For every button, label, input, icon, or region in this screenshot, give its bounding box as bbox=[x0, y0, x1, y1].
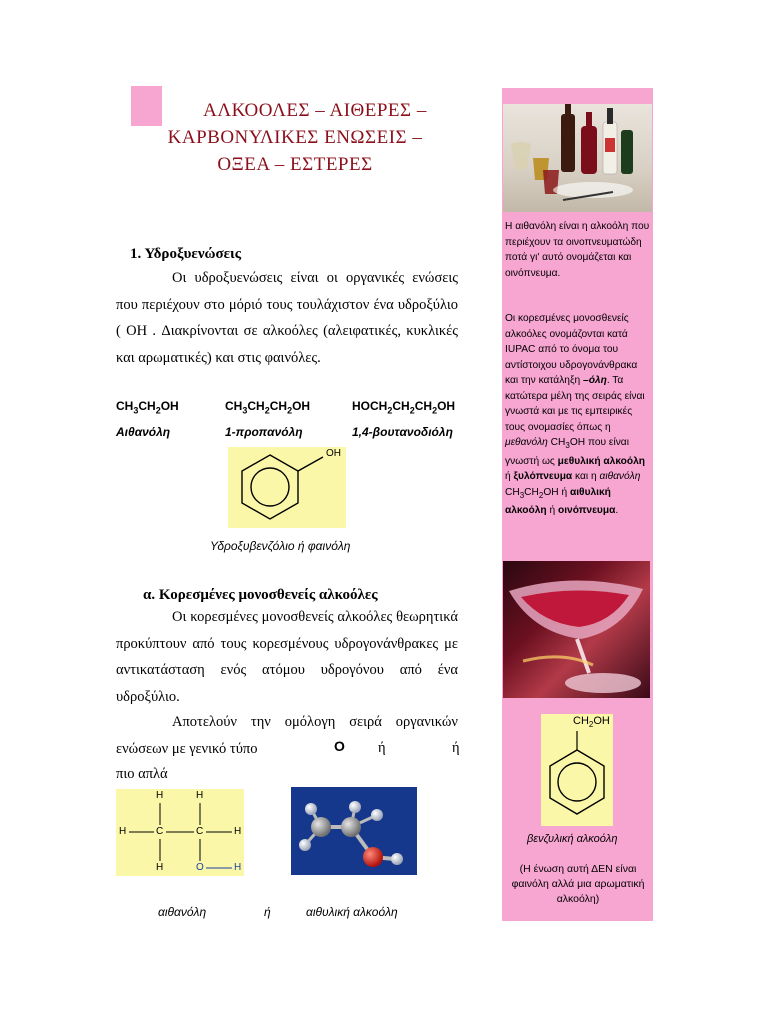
ethanol-caption-or: ή bbox=[264, 905, 271, 919]
name-ethanol: Αιθανόλη bbox=[116, 425, 171, 439]
drinks-photo bbox=[503, 104, 652, 212]
ethanol-3d-model-image bbox=[291, 787, 417, 875]
atom-c-2: C bbox=[196, 826, 204, 837]
atom-o: O bbox=[196, 862, 204, 873]
atom-h-left: H bbox=[119, 826, 127, 837]
atom-h-hydroxyl: H bbox=[234, 862, 242, 873]
section1-paragraph: Οι υδροξυενώσεις είναι οι οργανικές ενώσεις που περιέχουν στο μόριό τους τουλάχιστον ένα υδροξύλιο ( OH . Διακρίνονται σε αλκοόλες (αλειφατικές, κυκλικές και αρωματικές) και στις φαινόλες. bbox=[116, 270, 458, 366]
atom-h-top-right: H bbox=[196, 790, 204, 801]
ethanol-bonds bbox=[116, 789, 244, 876]
title-line-3: ΟΞΕΑ – ΕΣΤΕΡΕΣ bbox=[217, 154, 373, 175]
wine-glass-painting bbox=[503, 561, 650, 698]
benzyl-ring-icon bbox=[541, 714, 613, 826]
phenol-oh-label: OH bbox=[326, 448, 341, 459]
atom-h-right: H bbox=[234, 826, 242, 837]
title-line-2: ΚΑΡΒΟΝΥΛΙΚΕΣ ΕΝΩΣΕΙΣ – bbox=[167, 127, 423, 148]
general-formula-line bbox=[116, 735, 257, 762]
general-formula-or-1: ή bbox=[378, 740, 386, 756]
formula-butanediol: $HOCH_2CH_2CH_2OH$ bbox=[352, 399, 456, 416]
molecule-model-icon bbox=[291, 787, 417, 875]
section-heading-saturated: α. Κορεσμένες μονοσθενείς αλκοόλες bbox=[143, 587, 378, 603]
phenol-structure bbox=[228, 447, 346, 528]
general-formula-end: πιο απλά bbox=[116, 766, 168, 782]
section-a-paragraph-1: Οι κορεσμένες μονοσθενείς αλκοόλες θεωρητικά προκύπτουν από τους κορεσμένους υδρογονάνθρακες με αντικατάσταση ενός ατόμου υδρογόνου από ένα υδροξύλιο. bbox=[116, 609, 458, 705]
wine-glass-icon bbox=[503, 561, 650, 698]
benzyl-ch2oh-label: $CH_2OH$ bbox=[573, 715, 610, 730]
benzyl-note: (Η ένωση αυτή ΔΕΝ είναι φαινόλη αλλά μια αρωματική αλκοόλη) bbox=[511, 863, 645, 905]
section-a-paragraph-2: Αποτελούν την ομόλογη σειρά οργανικών ενώσεων με γενικό τύπο bbox=[116, 714, 458, 757]
formula-ethanol: $CH_3CH_2OH$ bbox=[116, 399, 179, 416]
sidebar-text-2: Οι κορεσμένες μονοσθενείς αλκοόλες ονομάζονται κατά IUPAC από το όνομα του αντίστοιχου υδρογονάνθρακα και την κατάληξη –όλη. Τα κατώτερα μέλη της σειράς είναι γνωστά και με τις εμπειρικές τους ονομασίες όπως η μεθανόλη $CH_3OH$ που είναι γνωστή ως μεθυλική αλκοόλη ή ξυλόπνευμα και η αιθανόλη $CH_3CH_2OH$ ή αιθυλική αλκοόλη ή οινόπνευμα. bbox=[505, 313, 646, 517]
atom-h-bottom-left: H bbox=[156, 862, 164, 873]
page-title bbox=[130, 97, 460, 178]
name-butanediol: 1,4-βουτανοδιόλη bbox=[352, 425, 453, 439]
formula-propanol: $CH_3CH_2CH_2OH$ bbox=[225, 399, 311, 416]
name-propanol: 1-προπανόλη bbox=[225, 425, 303, 439]
ethanol-structural-formula bbox=[116, 789, 244, 876]
benzyl-caption: βενζυλική αλκοόλη bbox=[527, 833, 618, 845]
ethanol-caption-left: αιθανόλη bbox=[158, 905, 207, 919]
general-formula-bold: O bbox=[334, 738, 345, 754]
bottles-glasses-icon bbox=[503, 104, 652, 212]
phenol-caption: Υδροξυβενζόλιο ή φαινόλη bbox=[210, 539, 351, 553]
sidebar-text-1: Η αιθανόλη είναι η αλκοόλη που περιέχουν τα οινοπνευματώδη ποτά γι' αυτό ονομάζεται και οινόπνευμα. bbox=[505, 221, 650, 279]
title-line-1: ΑΛΚΟΟΛΕΣ – ΑΙΘΕΡΕΣ – bbox=[203, 100, 427, 121]
benzyl-alcohol-structure bbox=[541, 714, 613, 826]
atom-c-1: C bbox=[156, 826, 164, 837]
benzene-ring-icon bbox=[228, 447, 346, 528]
section-heading-hydroxy: 1. Υδροξυενώσεις bbox=[130, 246, 242, 262]
ethanol-caption-right: αιθυλική αλκοόλη bbox=[306, 905, 398, 919]
general-formula-or-2: ή bbox=[452, 740, 460, 756]
atom-h-top-left: H bbox=[156, 790, 164, 801]
